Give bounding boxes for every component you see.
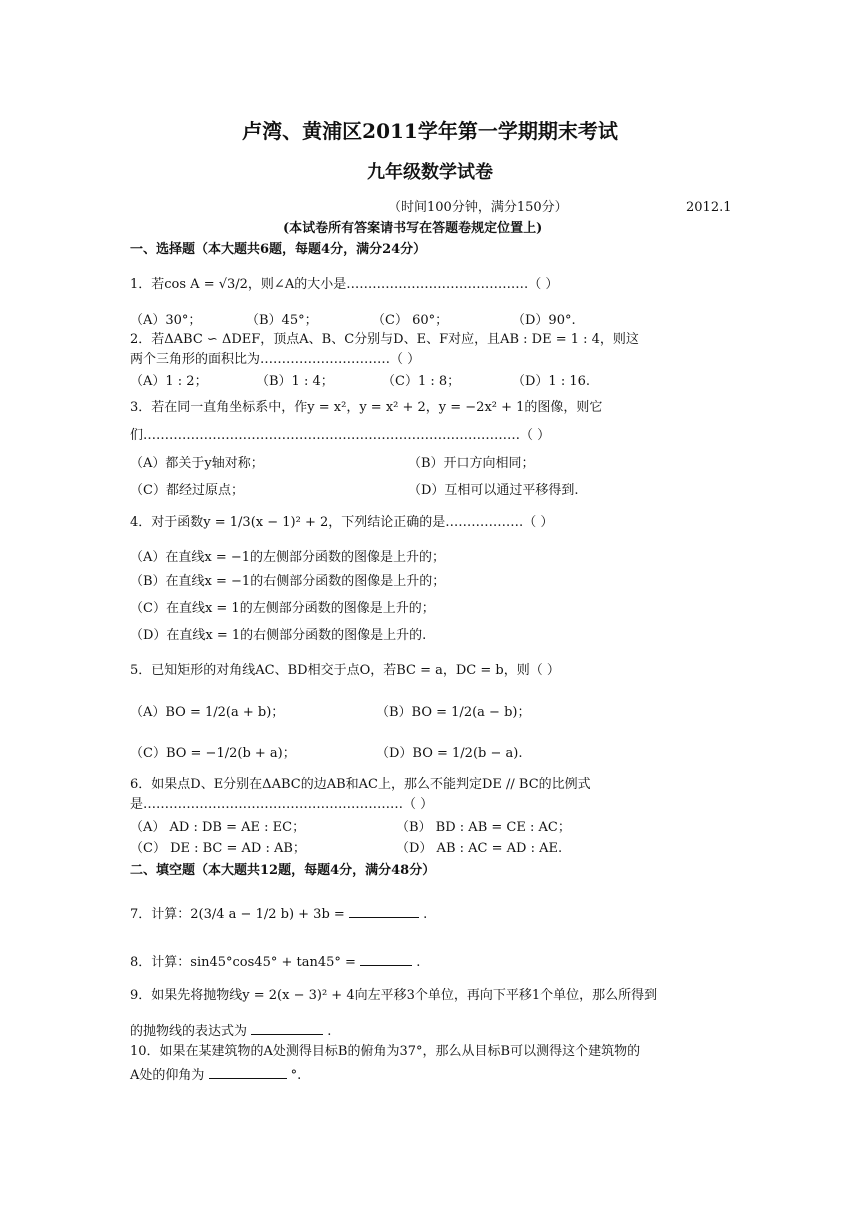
notice: (本试卷所有答案请书写在答题卷规定位置上) bbox=[283, 221, 543, 236]
q10-tail: °. bbox=[290, 1068, 302, 1083]
q8-stem: 8．计算：sin45°cos45° + tan45° = bbox=[130, 955, 356, 970]
time-info: （时间100分钟，满分150分） bbox=[388, 200, 568, 215]
exam-title: 卢湾、黄浦区2011学年第一学期期末考试 bbox=[242, 119, 618, 143]
q6-option-a: （A） AD : DB = AE : EC； bbox=[130, 820, 306, 835]
q3-option-d: （D）互相可以通过平移得到. bbox=[408, 483, 579, 498]
q10-line2 bbox=[130, 1064, 301, 1085]
q4-option-b: （B）在直线x = −1的右侧部分函数的图像是上升的； bbox=[130, 574, 446, 589]
q3-option-c: （C）都经过原点； bbox=[130, 483, 244, 498]
q5-option-d: （D）BO = 1/2(b − a). bbox=[376, 746, 523, 761]
q7-tail: . bbox=[423, 907, 428, 922]
q8-tail: . bbox=[416, 955, 421, 970]
q6-stem: 6．如果点D、E分别在ΔABC的边AB和AC上，那么不能判定DE // BC的比例式 bbox=[130, 777, 591, 792]
q1-option-a: （A）30°； bbox=[130, 313, 202, 328]
q5-option-c: （C）BO = −1/2(b + a)； bbox=[130, 746, 296, 761]
q6-option-b: （B） BD : AB = CE : AC； bbox=[396, 820, 571, 835]
q7-stem: 7．计算：2(3/4 a − 1/2 b) + 3b = bbox=[130, 907, 345, 922]
q2-option-b: （B）1 : 4； bbox=[256, 374, 334, 389]
q9-answer-blank[interactable] bbox=[251, 1020, 323, 1035]
q2-option-a: （A）1 : 2； bbox=[130, 374, 208, 389]
q6-stem-2: 是……………………………………………………（ ） bbox=[130, 797, 434, 812]
q6-option-c: （C） DE : BC = AD : AB； bbox=[130, 841, 306, 856]
q1-option-b: （B）45°； bbox=[246, 313, 318, 328]
section1-heading: 一、选择题（本大题共6题，每题4分，满分24分） bbox=[130, 242, 427, 257]
exam-date: 2012.1 bbox=[686, 200, 732, 215]
q4-option-a: （A）在直线x = −1的左侧部分函数的图像是上升的； bbox=[130, 550, 446, 565]
q1-option-d: （D）90°. bbox=[512, 313, 576, 328]
q8-answer-blank[interactable] bbox=[360, 951, 412, 966]
q7-answer-blank[interactable] bbox=[349, 903, 419, 918]
q3-stem: 3．若在同一直角坐标系中，作y = x²，y = x² + 2，y = −2x² + 1的图像，则它 bbox=[130, 400, 603, 415]
q3-option-a: （A）都关于y轴对称； bbox=[130, 456, 264, 471]
q3-option-b: （B）开口方向相同； bbox=[408, 456, 535, 471]
q9-tail: . bbox=[327, 1024, 332, 1039]
q9-line2 bbox=[130, 1020, 331, 1041]
q9-stem-2: 的抛物线的表达式为 bbox=[130, 1024, 248, 1039]
q6-option-d: （D） AB : AC = AD : AE. bbox=[396, 841, 563, 856]
q5-stem: 5．已知矩形的对角线AC、BD相交于点O，若BC = a，DC = b，则（ ） bbox=[130, 663, 560, 678]
exam-subtitle: 九年级数学试卷 bbox=[367, 162, 493, 183]
q9-stem: 9．如果先将抛物线y = 2(x − 3)² + 4向左平移3个单位，再向下平移1个单位，那么所得到 bbox=[130, 988, 658, 1003]
q1-option-c: （C） 60°； bbox=[372, 313, 449, 328]
q5-option-a: （A）BO = 1/2(a + b)； bbox=[130, 705, 285, 720]
q2-stem: 2．若ΔABC ∽ ΔDEF，顶点A、B、C分别与D、E、F对应，且AB : DE = 1 : 4，则这 bbox=[130, 332, 639, 347]
q2-option-c: （C）1 : 8； bbox=[382, 374, 461, 389]
section2-heading: 二、填空题（本大题共12题，每题4分，满分48分） bbox=[130, 863, 436, 878]
q2-stem-2: 两个三角形的面积比为…………………………（ ） bbox=[130, 352, 421, 367]
q2-option-d: （D）1 : 16. bbox=[512, 374, 591, 389]
q3-stem-2: 们……………………………………………………………………………（ ） bbox=[130, 428, 551, 443]
q10-answer-blank[interactable] bbox=[209, 1064, 287, 1079]
q10-stem-2: A处的仰角为 bbox=[130, 1068, 205, 1083]
q5-option-b: （B）BO = 1/2(a − b)； bbox=[376, 705, 531, 720]
q4-option-c: （C）在直线x = 1的左侧部分函数的图像是上升的； bbox=[130, 601, 435, 616]
q1-stem: 1．若cos A = √3/2，则∠A的大小是……………………………………（ ） bbox=[130, 277, 559, 292]
q4-option-d: （D）在直线x = 1的右侧部分函数的图像是上升的. bbox=[130, 628, 427, 643]
q10-stem: 10．如果在某建筑物的A处测得目标B的俯角为37°，那么从目标B可以测得这个建筑物的 bbox=[130, 1044, 641, 1059]
q7 bbox=[130, 903, 427, 924]
q4-stem: 4．对于函数y = 1/3(x − 1)² + 2，下列结论正确的是………………（ ） bbox=[130, 515, 554, 530]
q8 bbox=[130, 951, 420, 972]
